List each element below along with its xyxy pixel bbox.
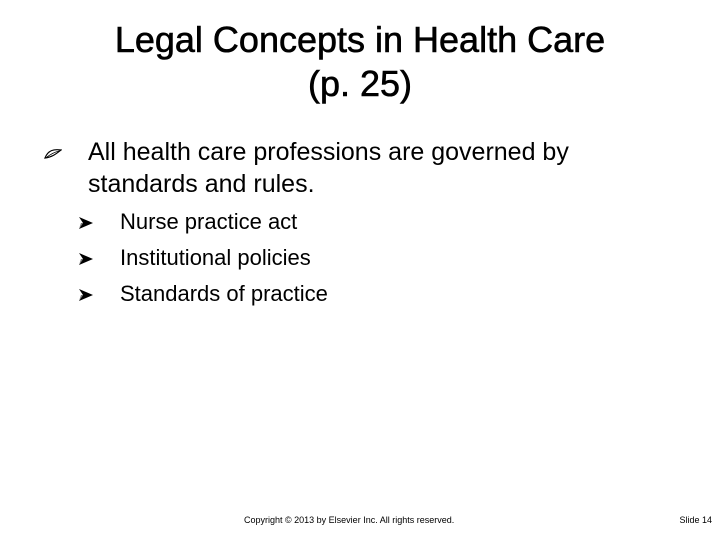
sub-bullet-text: Standards of practice [120, 281, 328, 306]
arrow-bullet-icon [78, 252, 94, 266]
leaf-bullet-icon [44, 148, 62, 160]
slide-number: Slide 14 [679, 515, 712, 525]
main-bullet-text: All health care professions are governed by standards and rules. [88, 138, 569, 198]
sub-bullet-text: Institutional policies [120, 245, 311, 270]
slide-title-line-1: Legal Concepts in Health Care [114, 19, 606, 60]
sub-bullet-text: Nurse practice act [120, 209, 298, 234]
slide-title [40, 18, 680, 106]
slide-title-line-2: (p. 25) [307, 63, 413, 104]
sub-bullet-item [78, 276, 328, 312]
arrow-bullet-icon [78, 216, 94, 230]
arrow-bullet-icon [78, 288, 94, 302]
sub-bullet-item [78, 240, 328, 276]
sub-bullet-item [78, 204, 328, 240]
sub-bullet-list [78, 204, 328, 312]
footer-copyright: Copyright © 2013 by Elsevier Inc. All rights reserved. [244, 515, 455, 525]
